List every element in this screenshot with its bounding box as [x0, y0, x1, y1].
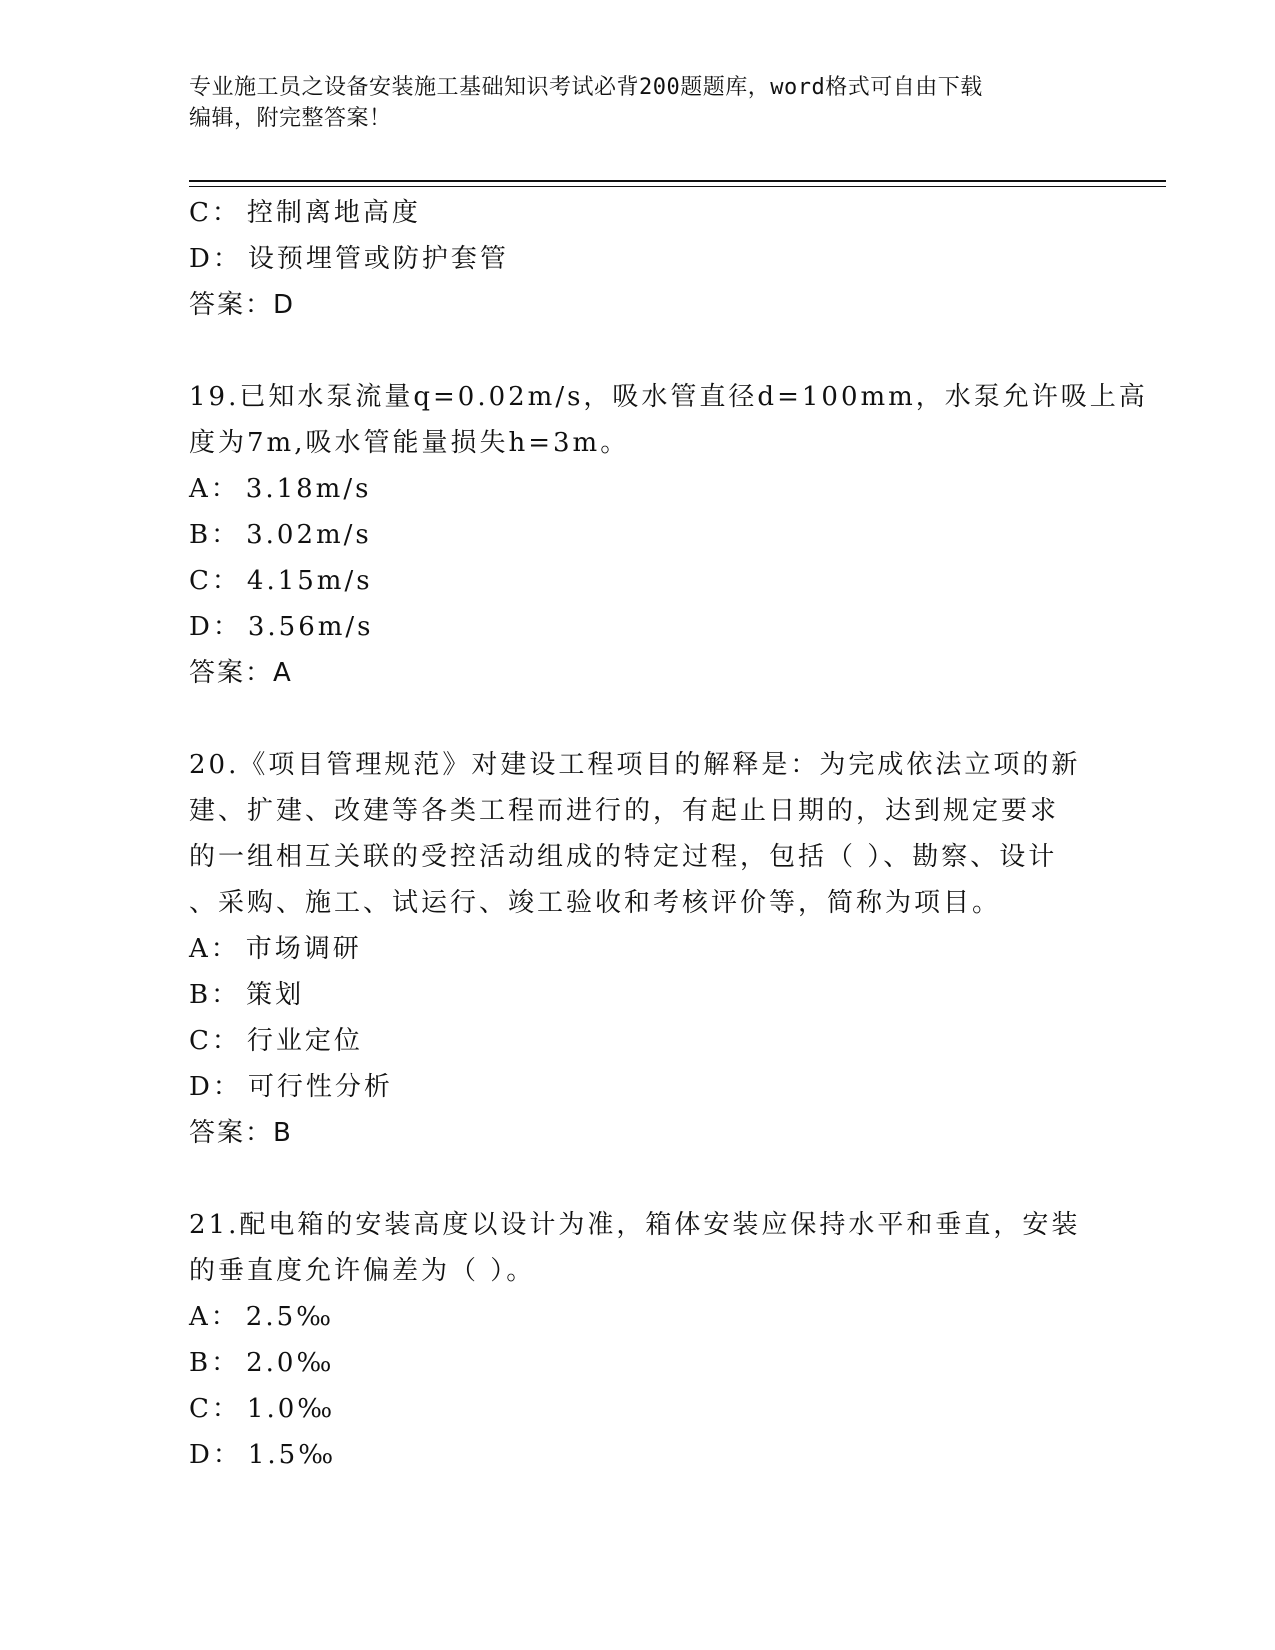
option-letter: C：: [189, 566, 241, 596]
option-text: 可行性分析: [247, 1072, 393, 1102]
option-c: [189, 190, 1089, 236]
option-text: 2.5‰: [245, 1302, 335, 1332]
question-text-line: 19.已知水泵流量q=0.02m/s，吸水管直径d=100mm，水泵允许吸上高: [189, 382, 1148, 412]
option-letter: C：: [189, 198, 241, 228]
question-text-line: 21.配电箱的安装高度以设计为准，箱体安装应保持水平和垂直，安装: [189, 1210, 1081, 1240]
option-text: 行业定位: [246, 1026, 363, 1056]
option-letter: A：: [189, 934, 240, 964]
option-text: 控制离地高度: [246, 198, 421, 228]
option-text: 1.0‰: [246, 1394, 336, 1424]
option-letter: C：: [189, 1026, 241, 1056]
document-header: [189, 72, 1089, 134]
option-c: [189, 1386, 1089, 1432]
spacer: [189, 328, 1089, 374]
question-text-line: 的一组相互关联的受控活动组成的特定过程，包括（ ）、勘察、设计: [189, 842, 1058, 872]
question-21: [189, 1202, 1089, 1478]
option-letter: A：: [189, 1302, 240, 1332]
question-19: [189, 374, 1148, 696]
question-18-tail: [189, 190, 1089, 328]
option-letter: C：: [189, 1394, 241, 1424]
option-a: [189, 1294, 1089, 1340]
header-title-line-2: 编辑，附完整答案！: [189, 106, 392, 131]
answer-line: 答案：A: [189, 658, 293, 688]
option-text: 3.02m/s: [246, 520, 372, 550]
option-c: [189, 1018, 1089, 1064]
header-divider-thick: [189, 180, 1166, 182]
option-a: [189, 926, 1089, 972]
option-text: 设预埋管或防护套管: [247, 244, 509, 274]
option-letter: A：: [189, 474, 240, 504]
question-text-line: 度为7m,吸水管能量损失h=3m。: [189, 428, 630, 458]
question-text-line: 建、扩建、改建等各类工程而进行的，有起止日期的，达到规定要求: [189, 796, 1060, 826]
option-b: [189, 972, 1089, 1018]
option-letter: D：: [189, 1072, 242, 1102]
question-list: [189, 190, 1148, 1478]
option-text: 1.5‰: [247, 1440, 337, 1470]
option-text: 3.18m/s: [245, 474, 372, 504]
option-text: 2.0‰: [246, 1348, 335, 1378]
option-letter: B：: [189, 520, 241, 550]
question-text-line: 、采购、施工、试运行、竣工验收和考核评价等，简称为项目。: [189, 888, 1002, 918]
question-20: [189, 742, 1089, 1156]
option-text: 4.15m/s: [246, 566, 373, 596]
answer-line: 答案：D: [189, 290, 296, 320]
option-b: [189, 1340, 1089, 1386]
question-text-line: 20.《项目管理规范》对建设工程项目的解释是：为完成依法立项的新: [189, 750, 1081, 780]
option-c: [189, 558, 1089, 604]
option-letter: B：: [189, 980, 241, 1010]
option-b: [189, 512, 1089, 558]
option-d: [189, 1432, 1089, 1478]
answer-line: 答案：B: [189, 1118, 293, 1148]
header-divider-thin: [189, 186, 1166, 187]
option-d: [189, 1064, 1089, 1110]
option-letter: D：: [189, 244, 242, 274]
spacer: [189, 696, 1089, 742]
option-text: 市场调研: [245, 934, 362, 964]
option-d: [189, 604, 1089, 650]
question-text-line: 的垂直度允许偏差为（ ）。: [189, 1256, 536, 1286]
option-a: [189, 466, 1089, 512]
header-title-line-1: 专业施工员之设备安装施工基础知识考试必背200题题库，word格式可自由下载: [189, 75, 983, 100]
spacer: [189, 1156, 1089, 1202]
option-letter: B：: [189, 1348, 241, 1378]
option-letter: D：: [189, 612, 242, 642]
option-letter: D：: [189, 1440, 242, 1470]
option-text: 策划: [246, 980, 305, 1010]
option-text: 3.56m/s: [247, 612, 374, 642]
option-d: [189, 236, 1089, 282]
